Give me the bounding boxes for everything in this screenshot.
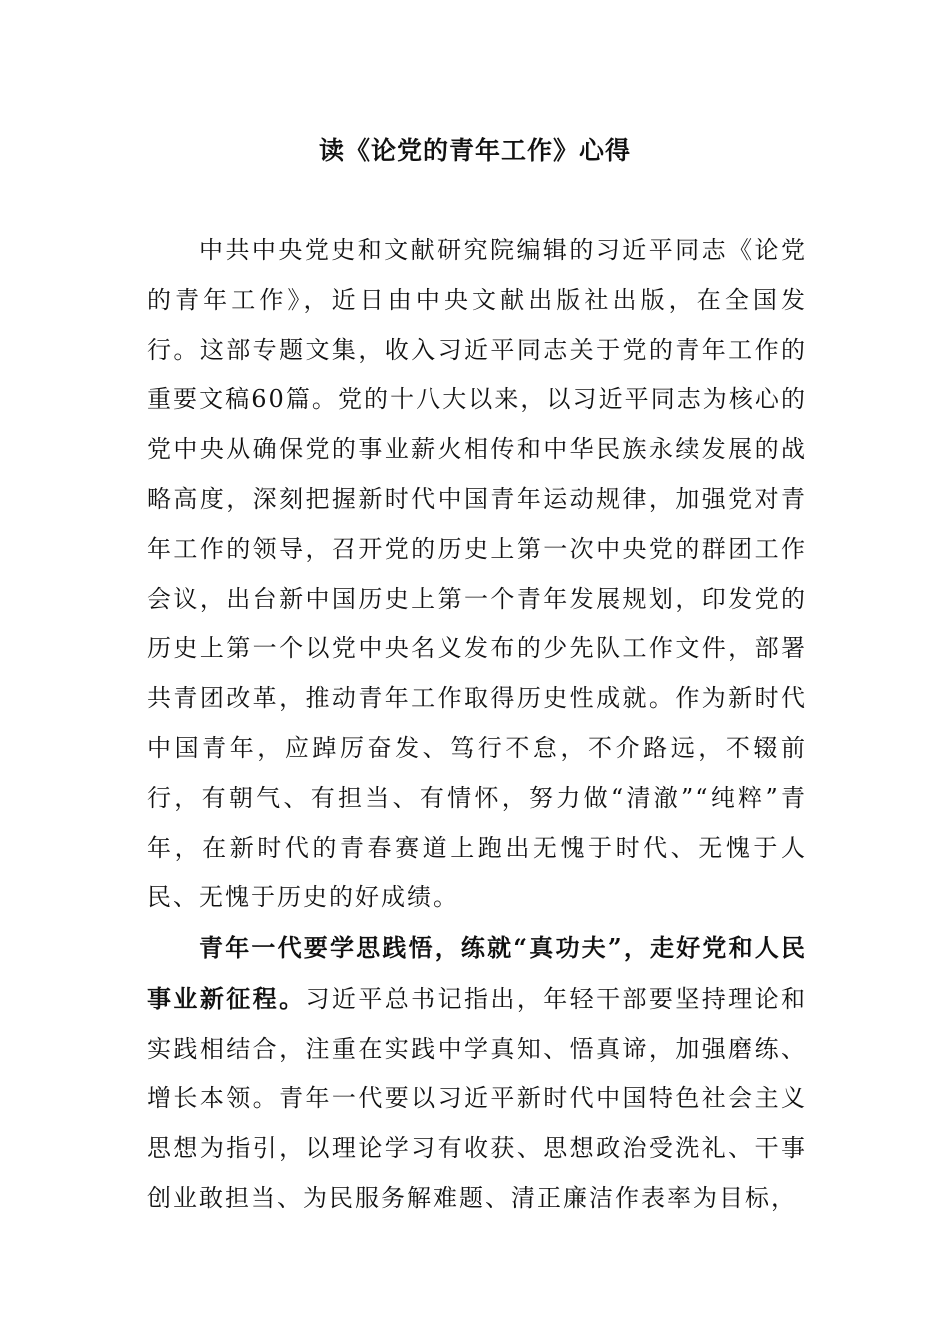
document-title: 读《论党的青年工作》心得 bbox=[318, 136, 631, 165]
paragraph-1 bbox=[147, 226, 807, 923]
paragraph-2 bbox=[147, 923, 807, 1224]
paragraph-1-text: 中共中央党史和文献研究院编辑的习近平同志《论党的青年工作》，近日由中央文献出版社出版，在全国发行。这部专题文集，收入习近平同志关于党的青年工作的重要文稿60篇。党的十八大以来，以习近平同志为核心的党中央从确保党的事业薪火相传和中华民族永续发展的战略高度，深刻把握新时代中国青年运动规律，加强党对青年工作的领导，召开党的历史上第一次中央党的群团工作会议，出台新中国历史上第一个青年发展规划，印发党的历史上第一个以党中央名义发布的少先队工作文件，部署共青团改革，推动青年工作取得历史性成就。作为新时代中国青年，应踔厉奋发、笃行不怠，不介路远，不辍前行，有朝气、有担当、有情怀，努力做“清澈”“纯粹”青年，在新时代的青春赛道上跑出无愧于时代、无愧于人民、无愧于历史的好成绩。 bbox=[147, 236, 807, 912]
paragraph-2-text: 习近平总书记指出，年轻干部要坚持理论和实践相结合，注重在实践中学真知、悟真谛，加强磨练、增长本领。青年一代要以习近平新时代中国特色社会主义思想为指引，以理论学习有收获、思想政治受洗礼、干事创业敢担当、为民服务解难题、清正廉洁作表率为目标， bbox=[147, 984, 807, 1212]
paragraph-2-lead: 青年一代要学思践悟，练就“真功夫”，走好党和人民事业新征程。 bbox=[147, 933, 807, 1013]
